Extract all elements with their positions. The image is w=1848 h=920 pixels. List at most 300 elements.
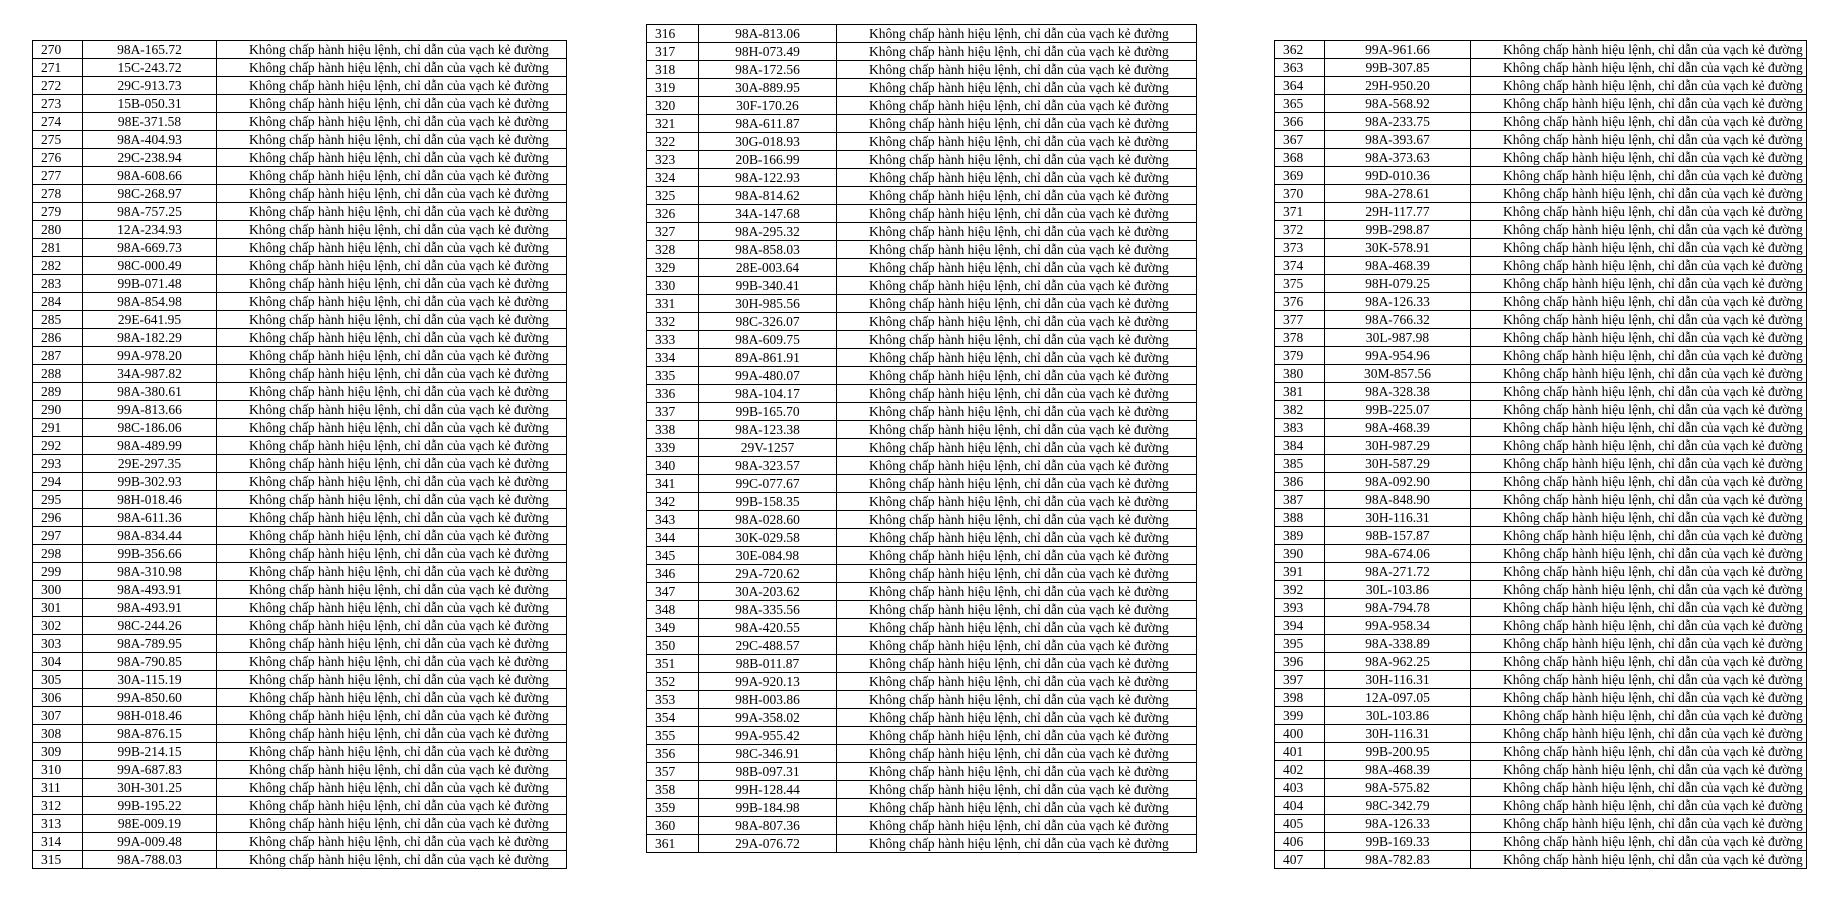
row-number: 375 [1275, 275, 1325, 293]
table-row [33, 815, 567, 833]
violation-description: Không chấp hành hiệu lệnh, chỉ dẫn của vạch kẻ đường [837, 169, 1197, 187]
violation-description: Không chấp hành hiệu lệnh, chỉ dẫn của vạch kẻ đường [837, 259, 1197, 277]
table-row [647, 637, 1197, 655]
violation-description: Không chấp hành hiệu lệnh, chỉ dẫn của vạch kẻ đường [217, 401, 567, 419]
violation-description: Không chấp hành hiệu lệnh, chỉ dẫn của vạch kẻ đường [1471, 815, 1807, 833]
license-plate: 98A-848.90 [1325, 491, 1471, 509]
table-row [1275, 689, 1807, 707]
row-number: 335 [647, 367, 699, 385]
violation-description: Không chấp hành hiệu lệnh, chỉ dẫn của vạch kẻ đường [1471, 779, 1807, 797]
license-plate: 98A-766.32 [1325, 311, 1471, 329]
violation-description: Không chấp hành hiệu lệnh, chỉ dẫn của vạch kẻ đường [217, 419, 567, 437]
table-row [647, 475, 1197, 493]
violation-description: Không chấp hành hiệu lệnh, chỉ dẫn của vạch kẻ đường [1471, 167, 1807, 185]
table-row [647, 691, 1197, 709]
row-number: 405 [1275, 815, 1325, 833]
row-number: 350 [647, 637, 699, 655]
table-row [1275, 509, 1807, 527]
table-row [33, 671, 567, 689]
row-number: 280 [33, 221, 83, 239]
table-row [1275, 185, 1807, 203]
violation-description: Không chấp hành hiệu lệnh, chỉ dẫn của vạch kẻ đường [1471, 203, 1807, 221]
license-plate: 98C-268.97 [83, 185, 217, 203]
violation-description: Không chấp hành hiệu lệnh, chỉ dẫn của vạch kẻ đường [1471, 275, 1807, 293]
table-row [33, 203, 567, 221]
row-number: 316 [647, 25, 699, 43]
table-row [647, 529, 1197, 547]
violation-description: Không chấp hành hiệu lệnh, chỉ dẫn của vạch kẻ đường [837, 277, 1197, 295]
table-row [1275, 707, 1807, 725]
violation-description: Không chấp hành hiệu lệnh, chỉ dẫn của vạch kẻ đường [217, 167, 567, 185]
table-row [33, 77, 567, 95]
table-row [647, 25, 1197, 43]
table-row [33, 149, 567, 167]
license-plate: 15B-050.31 [83, 95, 217, 113]
license-plate: 98A-295.32 [699, 223, 837, 241]
row-number: 271 [33, 59, 83, 77]
violation-description: Không chấp hành hiệu lệnh, chỉ dẫn của vạch kẻ đường [1471, 617, 1807, 635]
table-row [33, 329, 567, 347]
license-plate: 98A-123.38 [699, 421, 837, 439]
row-number: 388 [1275, 509, 1325, 527]
table-row [33, 473, 567, 491]
license-plate: 98A-611.87 [699, 115, 837, 133]
violation-description: Không chấp hành hiệu lệnh, chỉ dẫn của vạch kẻ đường [837, 457, 1197, 475]
license-plate: 29H-117.77 [1325, 203, 1471, 221]
table-row [33, 383, 567, 401]
table-row [647, 331, 1197, 349]
table-row [647, 133, 1197, 151]
row-number: 395 [1275, 635, 1325, 653]
license-plate: 98H-018.46 [83, 491, 217, 509]
violation-description: Không chấp hành hiệu lệnh, chỉ dẫn của vạch kẻ đường [217, 77, 567, 95]
row-number: 357 [647, 763, 699, 781]
row-number: 332 [647, 313, 699, 331]
row-number: 397 [1275, 671, 1325, 689]
row-number: 273 [33, 95, 83, 113]
table-row [1275, 725, 1807, 743]
violation-description: Không chấp hành hiệu lệnh, chỉ dẫn của vạch kẻ đường [217, 455, 567, 473]
table-row [1275, 491, 1807, 509]
violation-description: Không chấp hành hiệu lệnh, chỉ dẫn của vạch kẻ đường [837, 205, 1197, 223]
table-row [647, 403, 1197, 421]
violation-description: Không chấp hành hiệu lệnh, chỉ dẫn của vạch kẻ đường [837, 817, 1197, 835]
row-number: 320 [647, 97, 699, 115]
violation-description: Không chấp hành hiệu lệnh, chỉ dẫn của vạch kẻ đường [837, 313, 1197, 331]
row-number: 373 [1275, 239, 1325, 257]
violation-description: Không chấp hành hiệu lệnh, chỉ dẫn của vạch kẻ đường [1471, 455, 1807, 473]
violation-description: Không chấp hành hiệu lệnh, chỉ dẫn của vạch kẻ đường [837, 529, 1197, 547]
table-row [1275, 419, 1807, 437]
violation-description: Không chấp hành hiệu lệnh, chỉ dẫn của vạch kẻ đường [1471, 851, 1807, 869]
license-plate: 98A-126.33 [1325, 815, 1471, 833]
license-plate: 29A-720.62 [699, 565, 837, 583]
violation-description: Không chấp hành hiệu lệnh, chỉ dẫn của vạch kẻ đường [837, 583, 1197, 601]
table-row [33, 743, 567, 761]
row-number: 293 [33, 455, 83, 473]
license-plate: 98B-097.31 [699, 763, 837, 781]
license-plate: 98A-608.66 [83, 167, 217, 185]
table-row [1275, 365, 1807, 383]
violation-description: Không chấp hành hiệu lệnh, chỉ dẫn của vạch kẻ đường [217, 527, 567, 545]
table-row [1275, 347, 1807, 365]
row-number: 370 [1275, 185, 1325, 203]
license-plate: 34A-987.82 [83, 365, 217, 383]
violation-description: Không chấp hành hiệu lệnh, chỉ dẫn của vạch kẻ đường [837, 133, 1197, 151]
license-plate: 98A-782.83 [1325, 851, 1471, 869]
violation-description: Không chấp hành hiệu lệnh, chỉ dẫn của vạch kẻ đường [837, 547, 1197, 565]
row-number: 362 [1275, 41, 1325, 59]
license-plate: 98E-371.58 [83, 113, 217, 131]
table-row [647, 655, 1197, 673]
row-number: 281 [33, 239, 83, 257]
violation-description: Không chấp hành hiệu lệnh, chỉ dẫn của vạch kẻ đường [837, 241, 1197, 259]
violation-description: Không chấp hành hiệu lệnh, chỉ dẫn của vạch kẻ đường [217, 815, 567, 833]
license-plate: 98A-278.61 [1325, 185, 1471, 203]
license-plate: 98B-011.87 [699, 655, 837, 673]
row-number: 270 [33, 41, 83, 59]
license-plate: 30H-301.25 [83, 779, 217, 797]
row-number: 312 [33, 797, 83, 815]
license-plate: 99B-307.85 [1325, 59, 1471, 77]
license-plate: 98A-674.06 [1325, 545, 1471, 563]
table-row [33, 311, 567, 329]
row-number: 274 [33, 113, 83, 131]
violation-description: Không chấp hành hiệu lệnh, chỉ dẫn của vạch kẻ đường [1471, 221, 1807, 239]
license-plate: 98C-346.91 [699, 745, 837, 763]
violation-description: Không chấp hành hiệu lệnh, chỉ dẫn của vạch kẻ đường [1471, 383, 1807, 401]
license-plate: 99B-195.22 [83, 797, 217, 815]
row-number: 367 [1275, 131, 1325, 149]
violation-description: Không chấp hành hiệu lệnh, chỉ dẫn của vạch kẻ đường [217, 41, 567, 59]
row-number: 377 [1275, 311, 1325, 329]
violation-description: Không chấp hành hiệu lệnh, chỉ dẫn của vạch kẻ đường [1471, 707, 1807, 725]
table-row [647, 367, 1197, 385]
table-row [647, 295, 1197, 313]
license-plate: 30K-029.58 [699, 529, 837, 547]
violation-description: Không chấp hành hiệu lệnh, chỉ dẫn của vạch kẻ đường [1471, 527, 1807, 545]
table-row [33, 509, 567, 527]
license-plate: 89A-861.91 [699, 349, 837, 367]
violation-description: Không chấp hành hiệu lệnh, chỉ dẫn của vạch kẻ đường [837, 43, 1197, 61]
license-plate: 98E-009.19 [83, 815, 217, 833]
row-number: 349 [647, 619, 699, 637]
table-row [1275, 851, 1807, 869]
violation-description: Không chấp hành hiệu lệnh, chỉ dẫn của vạch kẻ đường [1471, 41, 1807, 59]
violation-description: Không chấp hành hiệu lệnh, chỉ dẫn của vạch kẻ đường [1471, 491, 1807, 509]
license-plate: 30G-018.93 [699, 133, 837, 151]
table-row [647, 313, 1197, 331]
violation-description: Không chấp hành hiệu lệnh, chỉ dẫn của vạch kẻ đường [217, 491, 567, 509]
table-row [33, 275, 567, 293]
table-row [1275, 545, 1807, 563]
table-row [1275, 275, 1807, 293]
violation-description: Không chấp hành hiệu lệnh, chỉ dẫn của vạch kẻ đường [837, 619, 1197, 637]
violation-description: Không chấp hành hiệu lệnh, chỉ dẫn của vạch kẻ đường [217, 509, 567, 527]
table-row [647, 817, 1197, 835]
license-plate: 99A-480.07 [699, 367, 837, 385]
row-number: 385 [1275, 455, 1325, 473]
license-plate: 98A-757.25 [83, 203, 217, 221]
violation-description: Không chấp hành hiệu lệnh, chỉ dẫn của vạch kẻ đường [1471, 347, 1807, 365]
row-number: 289 [33, 383, 83, 401]
row-number: 396 [1275, 653, 1325, 671]
row-number: 308 [33, 725, 83, 743]
table-row [647, 547, 1197, 565]
row-number: 319 [647, 79, 699, 97]
table-row [647, 727, 1197, 745]
table-row [1275, 59, 1807, 77]
row-number: 276 [33, 149, 83, 167]
violation-description: Không chấp hành hiệu lệnh, chỉ dẫn của vạch kẻ đường [1471, 509, 1807, 527]
license-plate: 29H-950.20 [1325, 77, 1471, 95]
license-plate: 98A-813.06 [699, 25, 837, 43]
violation-description: Không chấp hành hiệu lệnh, chỉ dẫn của vạch kẻ đường [1471, 545, 1807, 563]
license-plate: 30H-116.31 [1325, 725, 1471, 743]
license-plate: 98A-468.39 [1325, 419, 1471, 437]
table-row [647, 835, 1197, 853]
table-row [1275, 473, 1807, 491]
row-number: 392 [1275, 581, 1325, 599]
row-number: 290 [33, 401, 83, 419]
license-plate: 99B-200.95 [1325, 743, 1471, 761]
row-number: 365 [1275, 95, 1325, 113]
row-number: 285 [33, 311, 83, 329]
table-row [33, 599, 567, 617]
row-number: 328 [647, 241, 699, 259]
violation-description: Không chấp hành hiệu lệnh, chỉ dẫn của vạch kẻ đường [217, 581, 567, 599]
violation-description: Không chấp hành hiệu lệnh, chỉ dẫn của vạch kẻ đường [217, 131, 567, 149]
violation-description: Không chấp hành hiệu lệnh, chỉ dẫn của vạch kẻ đường [1471, 689, 1807, 707]
license-plate: 98A-271.72 [1325, 563, 1471, 581]
row-number: 347 [647, 583, 699, 601]
license-plate: 98A-609.75 [699, 331, 837, 349]
violation-description: Không chấp hành hiệu lệnh, chỉ dẫn của vạch kẻ đường [837, 745, 1197, 763]
license-plate: 98A-834.44 [83, 527, 217, 545]
violation-description: Không chấp hành hiệu lệnh, chỉ dẫn của vạch kẻ đường [217, 653, 567, 671]
table-row [33, 707, 567, 725]
violation-description: Không chấp hành hiệu lệnh, chỉ dẫn của vạch kẻ đường [837, 385, 1197, 403]
table-row [33, 563, 567, 581]
license-plate: 20B-166.99 [699, 151, 837, 169]
table-row [647, 349, 1197, 367]
license-plate: 30E-084.98 [699, 547, 837, 565]
row-number: 275 [33, 131, 83, 149]
violation-description: Không chấp hành hiệu lệnh, chỉ dẫn của vạch kẻ đường [217, 797, 567, 815]
license-plate: 98A-310.98 [83, 563, 217, 581]
row-number: 393 [1275, 599, 1325, 617]
violation-description: Không chấp hành hiệu lệnh, chỉ dẫn của vạch kẻ đường [217, 383, 567, 401]
table-row [33, 653, 567, 671]
violation-description: Không chấp hành hiệu lệnh, chỉ dẫn của vạch kẻ đường [837, 25, 1197, 43]
violation-description: Không chấp hành hiệu lệnh, chỉ dẫn của vạch kẻ đường [837, 763, 1197, 781]
license-plate: 98H-018.46 [83, 707, 217, 725]
row-number: 292 [33, 437, 83, 455]
row-number: 304 [33, 653, 83, 671]
violation-description: Không chấp hành hiệu lệnh, chỉ dẫn của vạch kẻ đường [217, 311, 567, 329]
row-number: 386 [1275, 473, 1325, 491]
table-row [33, 239, 567, 257]
row-number: 406 [1275, 833, 1325, 851]
row-number: 348 [647, 601, 699, 619]
license-plate: 99B-356.66 [83, 545, 217, 563]
violation-description: Không chấp hành hiệu lệnh, chỉ dẫn của vạch kẻ đường [1471, 77, 1807, 95]
row-number: 380 [1275, 365, 1325, 383]
row-number: 341 [647, 475, 699, 493]
row-number: 363 [1275, 59, 1325, 77]
violation-description: Không chấp hành hiệu lệnh, chỉ dẫn của vạch kẻ đường [217, 95, 567, 113]
table-row [1275, 599, 1807, 617]
license-plate: 99A-954.96 [1325, 347, 1471, 365]
row-number: 340 [647, 457, 699, 475]
table-row [33, 41, 567, 59]
license-plate: 98B-157.87 [1325, 527, 1471, 545]
table-row [33, 365, 567, 383]
row-number: 321 [647, 115, 699, 133]
license-plate: 98H-073.49 [699, 43, 837, 61]
table-row [1275, 257, 1807, 275]
license-plate: 99A-358.02 [699, 709, 837, 727]
violation-description: Không chấp hành hiệu lệnh, chỉ dẫn của vạch kẻ đường [1471, 437, 1807, 455]
violation-table-right [1274, 40, 1807, 869]
row-number: 323 [647, 151, 699, 169]
row-number: 314 [33, 833, 83, 851]
table-row [1275, 113, 1807, 131]
table-row [647, 97, 1197, 115]
table-row [1275, 77, 1807, 95]
row-number: 391 [1275, 563, 1325, 581]
table-row [33, 689, 567, 707]
license-plate: 98A-165.72 [83, 41, 217, 59]
license-plate: 98A-393.67 [1325, 131, 1471, 149]
violation-description: Không chấp hành hiệu lệnh, chỉ dẫn của vạch kẻ đường [1471, 401, 1807, 419]
row-number: 352 [647, 673, 699, 691]
violation-description: Không chấp hành hiệu lệnh, chỉ dẫn của vạch kẻ đường [1471, 743, 1807, 761]
table-row [647, 61, 1197, 79]
row-number: 325 [647, 187, 699, 205]
license-plate: 99B-184.98 [699, 799, 837, 817]
violation-description: Không chấp hành hiệu lệnh, chỉ dẫn của vạch kẻ đường [1471, 239, 1807, 257]
violation-description: Không chấp hành hiệu lệnh, chỉ dẫn của vạch kẻ đường [1471, 797, 1807, 815]
row-number: 305 [33, 671, 83, 689]
row-number: 404 [1275, 797, 1325, 815]
license-plate: 98A-962.25 [1325, 653, 1471, 671]
violation-description: Không chấp hành hiệu lệnh, chỉ dẫn của vạch kẻ đường [217, 617, 567, 635]
license-plate: 98C-000.49 [83, 257, 217, 275]
table-row [647, 277, 1197, 295]
row-number: 361 [647, 835, 699, 853]
row-number: 333 [647, 331, 699, 349]
table-row [33, 59, 567, 77]
license-plate: 30A-203.62 [699, 583, 837, 601]
license-plate: 29E-297.35 [83, 455, 217, 473]
table-row [647, 583, 1197, 601]
license-plate: 99A-920.13 [699, 673, 837, 691]
violation-description: Không chấp hành hiệu lệnh, chỉ dẫn của vạch kẻ đường [837, 79, 1197, 97]
row-number: 394 [1275, 617, 1325, 635]
row-number: 371 [1275, 203, 1325, 221]
table-row [33, 491, 567, 509]
row-number: 296 [33, 509, 83, 527]
row-number: 277 [33, 167, 83, 185]
row-number: 331 [647, 295, 699, 313]
row-number: 337 [647, 403, 699, 421]
table-row [33, 635, 567, 653]
violation-description: Không chấp hành hiệu lệnh, chỉ dẫn của vạch kẻ đường [217, 545, 567, 563]
license-plate: 98A-489.99 [83, 437, 217, 455]
table-row [33, 293, 567, 311]
table-row [1275, 455, 1807, 473]
license-plate: 98A-789.95 [83, 635, 217, 653]
row-number: 283 [33, 275, 83, 293]
license-plate: 99B-071.48 [83, 275, 217, 293]
violation-description: Không chấp hành hiệu lệnh, chỉ dẫn của vạch kẻ đường [837, 223, 1197, 241]
violation-description: Không chấp hành hiệu lệnh, chỉ dẫn của vạch kẻ đường [1471, 131, 1807, 149]
table-row [33, 545, 567, 563]
table-row [1275, 779, 1807, 797]
license-plate: 30M-857.56 [1325, 365, 1471, 383]
row-number: 306 [33, 689, 83, 707]
license-plate: 98C-342.79 [1325, 797, 1471, 815]
violation-description: Không chấp hành hiệu lệnh, chỉ dẫn của vạch kẻ đường [217, 329, 567, 347]
license-plate: 99B-340.41 [699, 277, 837, 295]
row-number: 366 [1275, 113, 1325, 131]
row-number: 342 [647, 493, 699, 511]
violation-description: Không chấp hành hiệu lệnh, chỉ dẫn của vạch kẻ đường [837, 493, 1197, 511]
table-row [33, 527, 567, 545]
table-row [1275, 203, 1807, 221]
license-plate: 30H-985.56 [699, 295, 837, 313]
table-row [647, 619, 1197, 637]
table-row [647, 385, 1197, 403]
license-plate: 99B-158.35 [699, 493, 837, 511]
row-number: 358 [647, 781, 699, 799]
table-row [647, 79, 1197, 97]
table-row [33, 437, 567, 455]
row-number: 399 [1275, 707, 1325, 725]
license-plate: 99D-010.36 [1325, 167, 1471, 185]
row-number: 284 [33, 293, 83, 311]
violation-description: Không chấp hành hiệu lệnh, chỉ dẫn của vạch kẻ đường [217, 257, 567, 275]
violation-description: Không chấp hành hiệu lệnh, chỉ dẫn của vạch kẻ đường [1471, 293, 1807, 311]
table-row [647, 493, 1197, 511]
table-row [33, 833, 567, 851]
license-plate: 98A-468.39 [1325, 257, 1471, 275]
license-plate: 98A-328.38 [1325, 383, 1471, 401]
license-plate: 30H-116.31 [1325, 509, 1471, 527]
license-plate: 98A-335.56 [699, 601, 837, 619]
license-plate: 98A-468.39 [1325, 761, 1471, 779]
license-plate: 99A-961.66 [1325, 41, 1471, 59]
row-number: 407 [1275, 851, 1325, 869]
row-number: 307 [33, 707, 83, 725]
license-plate: 98A-380.61 [83, 383, 217, 401]
violation-description: Không chấp hành hiệu lệnh, chỉ dẫn của vạch kẻ đường [217, 347, 567, 365]
violation-description: Không chấp hành hiệu lệnh, chỉ dẫn của vạch kẻ đường [837, 727, 1197, 745]
violation-description: Không chấp hành hiệu lệnh, chỉ dẫn của vạch kẻ đường [1471, 599, 1807, 617]
table-row [1275, 833, 1807, 851]
table-row [33, 455, 567, 473]
table-row [1275, 293, 1807, 311]
table-row [1275, 815, 1807, 833]
license-plate: 98A-794.78 [1325, 599, 1471, 617]
row-number: 286 [33, 329, 83, 347]
violation-description: Không chấp hành hiệu lệnh, chỉ dẫn của vạch kẻ đường [837, 403, 1197, 421]
violation-description: Không chấp hành hiệu lệnh, chỉ dẫn của vạch kẻ đường [1471, 653, 1807, 671]
row-number: 378 [1275, 329, 1325, 347]
row-number: 351 [647, 655, 699, 673]
license-plate: 98A-493.91 [83, 599, 217, 617]
